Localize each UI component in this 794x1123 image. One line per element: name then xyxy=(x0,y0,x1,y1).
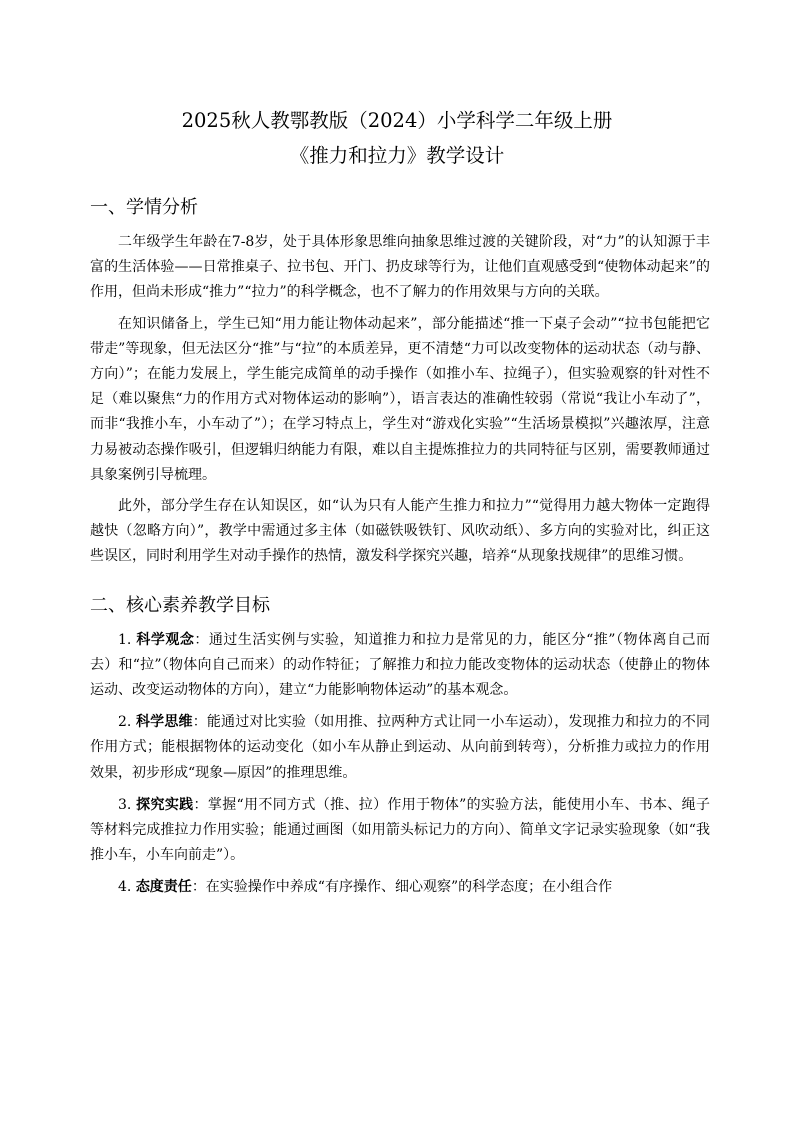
goal-number: 1. xyxy=(118,631,132,648)
goal-label: 探究实践 xyxy=(136,796,194,813)
goal-label: 科学思维 xyxy=(136,714,193,731)
goal-number: 2. xyxy=(118,714,132,731)
paragraph: 此外，部分学生存在认知误区，如“认为只有人能产生推力和拉力”“觉得用力越大物体一定跑得越快（忽略方向）”，教学中需通过多主体（如磁铁吸铁钉、风吹动纸）、多方向的实验对比，纠正这些误区，同时利用学生对动手操作的热情，激发科学探究兴趣，培养“从现象找规律”的思维习惯。 xyxy=(90,498,710,565)
goal-text: ：通过生活实例与实验，知道推力和拉力是常见的力，能区分“推”（物体离自己而去）和“拉”（物体向自己而来）的动作特征；了解推力和拉力能改变物体的运动状态（使静止的物体运动、改变运动物体的方向），建立“力能影响物体运动”的基本观念。 xyxy=(90,631,711,699)
document-body xyxy=(90,196,710,908)
title-line-2: 《推力和拉力》教学设计 xyxy=(289,144,505,167)
paragraph: 在知识储备上，学生已知“用力能让物体动起来”，部分能描述“推一下桌子会动”“拉书包能把它带走”等现象，但无法区分“推”与“拉”的本质差异，更不清楚“力可以改变物体的运动状态（动与静、方向）”；在能力发展上，学生能完成简单的动手操作（如推小车、拉绳子），但实验观察的针对性不足（难以聚焦“力的作用方式对物体运动的影响”），语言表达的准确性较弱（常说“我让小车动了”，而非“我推小车，小车动了”）；在学习特点上，学生对“游戏化实验”“生活场景模拟”兴趣浓厚，注意力易被动态操作吸引，但逻辑归纳能力有限，难以自主提炼推拉力的共同特征与区别，需要教师通过具象案例引导梳理。 xyxy=(90,315,710,483)
goal-label: 态度责任 xyxy=(135,879,192,896)
goal-text: ：能通过对比实验（如用推、拉两种方式让同一小车运动），发现推力和拉力的不同作用方式；能根据物体的运动变化（如小车从静止到运动、从向前到转弯），分析推力或拉力的作用效果，初步形成“现象—原因”的推理思维。 xyxy=(90,714,711,781)
goal-item xyxy=(90,875,710,900)
section-heading-goals: 二、核心素养教学目标 xyxy=(90,594,270,616)
goal-item xyxy=(90,793,710,869)
goal-text: ：掌握“用不同方式（推、拉）作用于物体”的实验方法，能使用小车、书本、绳子等材料完成推拉力作用实验；能通过画图（如用箭头标记力的方向）、简单文字记录实验现象（如“我推小车，小车向前走”）。 xyxy=(90,796,711,864)
document-title xyxy=(90,103,704,173)
title-line-1: 2025秋人教鄂教版（2024）小学科学二年级上册 xyxy=(181,109,613,132)
paragraph: 二年级学生年龄在7-8岁，处于具体形象思维向抽象思维过渡的关键阶段，对“力”的认知源于丰富的生活体验——日常推桌子、拉书包、开门、扔皮球等行为，让他们直观感受到“使物体动起来”的作用，但尚未形成“推力”“拉力”的科学概念，也不了解力的作用效果与方向的关联。 xyxy=(90,234,710,301)
goal-label: 科学观念 xyxy=(136,631,195,648)
goal-text: ：在实验操作中养成“有序操作、细心观察”的科学态度；在小组合作 xyxy=(191,879,613,896)
goal-number: 3. xyxy=(118,796,132,813)
goal-item xyxy=(90,628,710,704)
section-heading-analysis: 一、学情分析 xyxy=(90,197,198,218)
goal-number: 4. xyxy=(118,879,132,896)
goal-item xyxy=(90,710,710,786)
